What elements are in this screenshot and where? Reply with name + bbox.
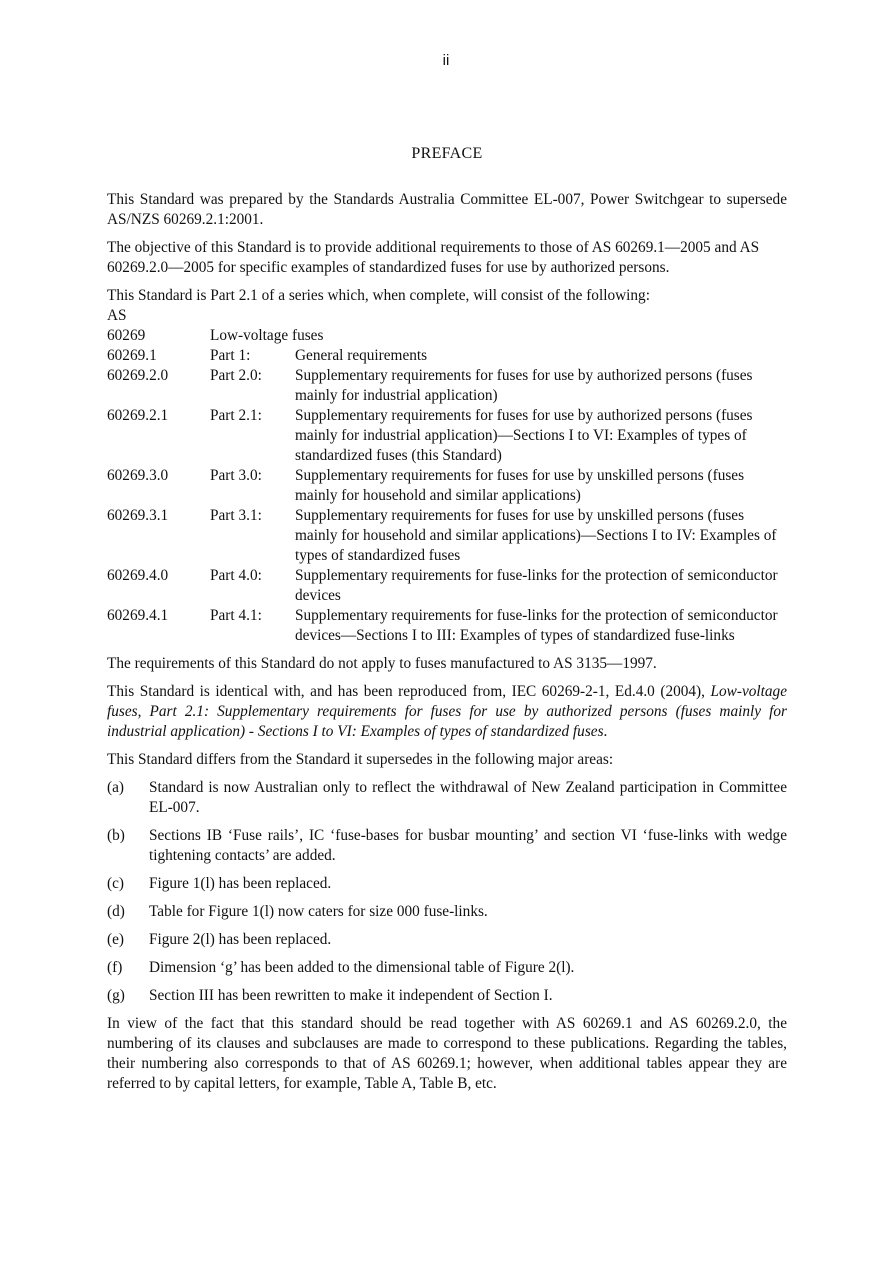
list-item-label: (d) — [107, 903, 125, 920]
series-header: AS — [107, 307, 127, 324]
paragraph-numbering: In view of the fact that this standard should be read together with AS 60269.1 and AS 60269.2.0, the numbering of its clauses and subclauses are made to correspond to these publications. Regarding the tables, their numbering also corresponds to that of AS 60269.1; however, when additional tables appear they are referred to by capital letters, for example, Table A, Table B, etc. — [107, 1015, 787, 1092]
changes-list — [107, 778, 787, 1006]
series-table — [107, 306, 787, 646]
series-part: Part 3.1: — [210, 507, 262, 524]
series-description: Supplementary requirements for fuse-links for the protection of semiconductor devices — [295, 567, 778, 604]
series-part: Part 4.0: — [210, 567, 262, 584]
series-row — [107, 406, 787, 466]
series-number: 60269.4.0 — [107, 567, 169, 584]
list-item-text: Table for Figure 1(l) now caters for size 000 fuse-links. — [149, 903, 488, 920]
series-number: 60269.3.1 — [107, 507, 169, 524]
paragraph-not-applicable: The requirements of this Standard do not apply to fuses manufactured to AS 3135—1997. — [107, 655, 657, 672]
series-description: Supplementary requirements for fuses for use by authorized persons (fuses mainly for industrial application) — [295, 367, 753, 404]
series-description: General requirements — [295, 347, 428, 364]
list-item — [107, 902, 787, 922]
paragraph-objective: The objective of this Standard is to provide additional requirements to those of AS 60269.1—2005 and AS 60269.2.0—2005 for specific examples of standardized fuses for use by authorized persons. — [107, 239, 760, 276]
series-description: Supplementary requirements for fuse-links for the protection of semiconductor devices—Sections I to III: Examples of types of standardized fuse-links — [295, 607, 778, 644]
series-number: 60269.1 — [107, 347, 157, 364]
list-item — [107, 826, 787, 866]
list-item — [107, 874, 787, 894]
paragraph-identical-with — [107, 682, 787, 742]
list-item-text: Dimension ‘g’ has been added to the dimensional table of Figure 2(l). — [149, 959, 575, 976]
list-item — [107, 958, 787, 978]
list-item-label: (e) — [107, 931, 124, 948]
series-description: Supplementary requirements for fuses for use by authorized persons (fuses mainly for industrial application)—Sections I to VI: Examples of types of standardized fuses (this Standard) — [295, 407, 753, 464]
series-part: Part 1: — [210, 347, 251, 364]
series-number: 60269.4.1 — [107, 607, 169, 624]
series-part: Part 4.1: — [210, 607, 262, 624]
source-title-italic: Low-voltage fuses, Part 2.1: Supplementary requirements for fuses for use by authorized persons (fuses mainly for industrial application) - Sections I to VI: Examples of types of standardized fuses — [107, 683, 787, 740]
series-row — [107, 506, 787, 566]
page-title: PREFACE — [411, 145, 483, 162]
list-item — [107, 930, 787, 950]
paragraph-series-intro: This Standard is Part 2.1 of a series which, when complete, will consist of the following: — [107, 287, 650, 304]
series-part: Low-voltage fuses — [210, 327, 324, 344]
series-row — [107, 346, 787, 366]
list-item-text: Section III has been rewritten to make it independent of Section I. — [149, 987, 553, 1004]
paragraph-identical-text: This Standard is identical with, and has been reproduced from, IEC 60269-2-1, Ed.4.0 (2004), — [107, 683, 711, 700]
paragraph-identical-end: . — [603, 723, 608, 740]
paragraph-prepared-by: This Standard was prepared by the Standards Australia Committee EL-007, Power Switchgear to supersede AS/NZS 60269.2.1:2001. — [107, 191, 787, 228]
series-part: Part 2.1: — [210, 407, 262, 424]
series-part: Part 2.0: — [210, 367, 262, 384]
document-body — [107, 144, 787, 1102]
paragraph-differences-intro: This Standard differs from the Standard it supersedes in the following major areas: — [107, 751, 614, 768]
series-row — [107, 566, 787, 606]
list-item-label: (b) — [107, 827, 125, 844]
series-number: 60269.3.0 — [107, 467, 169, 484]
series-row — [107, 366, 787, 406]
list-item — [107, 778, 787, 818]
list-item-text: Figure 1(l) has been replaced. — [149, 875, 332, 892]
list-item-label: (a) — [107, 779, 124, 796]
list-item-text: Sections IB ‘Fuse rails’, IC ‘fuse-bases for busbar mounting’ and section VI ‘fuse-links with wedge tightening contacts’ are added. — [149, 827, 787, 864]
series-row — [107, 606, 787, 646]
series-description: Supplementary requirements for fuses for use by unskilled persons (fuses mainly for household and similar applications)—Sections I to IV: Examples of types of standardized fuses — [295, 507, 777, 564]
series-number: 60269.2.1 — [107, 407, 169, 424]
series-row — [107, 466, 787, 506]
series-row — [107, 326, 787, 346]
page-number: ii — [442, 52, 450, 69]
series-number: 60269 — [107, 327, 146, 344]
list-item-label: (c) — [107, 875, 124, 892]
series-number: 60269.2.0 — [107, 367, 169, 384]
series-part: Part 3.0: — [210, 467, 262, 484]
list-item — [107, 986, 787, 1006]
series-header-row — [107, 306, 787, 326]
list-item-label: (g) — [107, 987, 125, 1004]
series-description: Supplementary requirements for fuses for use by unskilled persons (fuses mainly for household and similar applications) — [295, 467, 745, 504]
list-item-text: Standard is now Australian only to reflect the withdrawal of New Zealand participation in Committee EL-007. — [149, 779, 787, 816]
list-item-text: Figure 2(l) has been replaced. — [149, 931, 332, 948]
list-item-label: (f) — [107, 959, 123, 976]
